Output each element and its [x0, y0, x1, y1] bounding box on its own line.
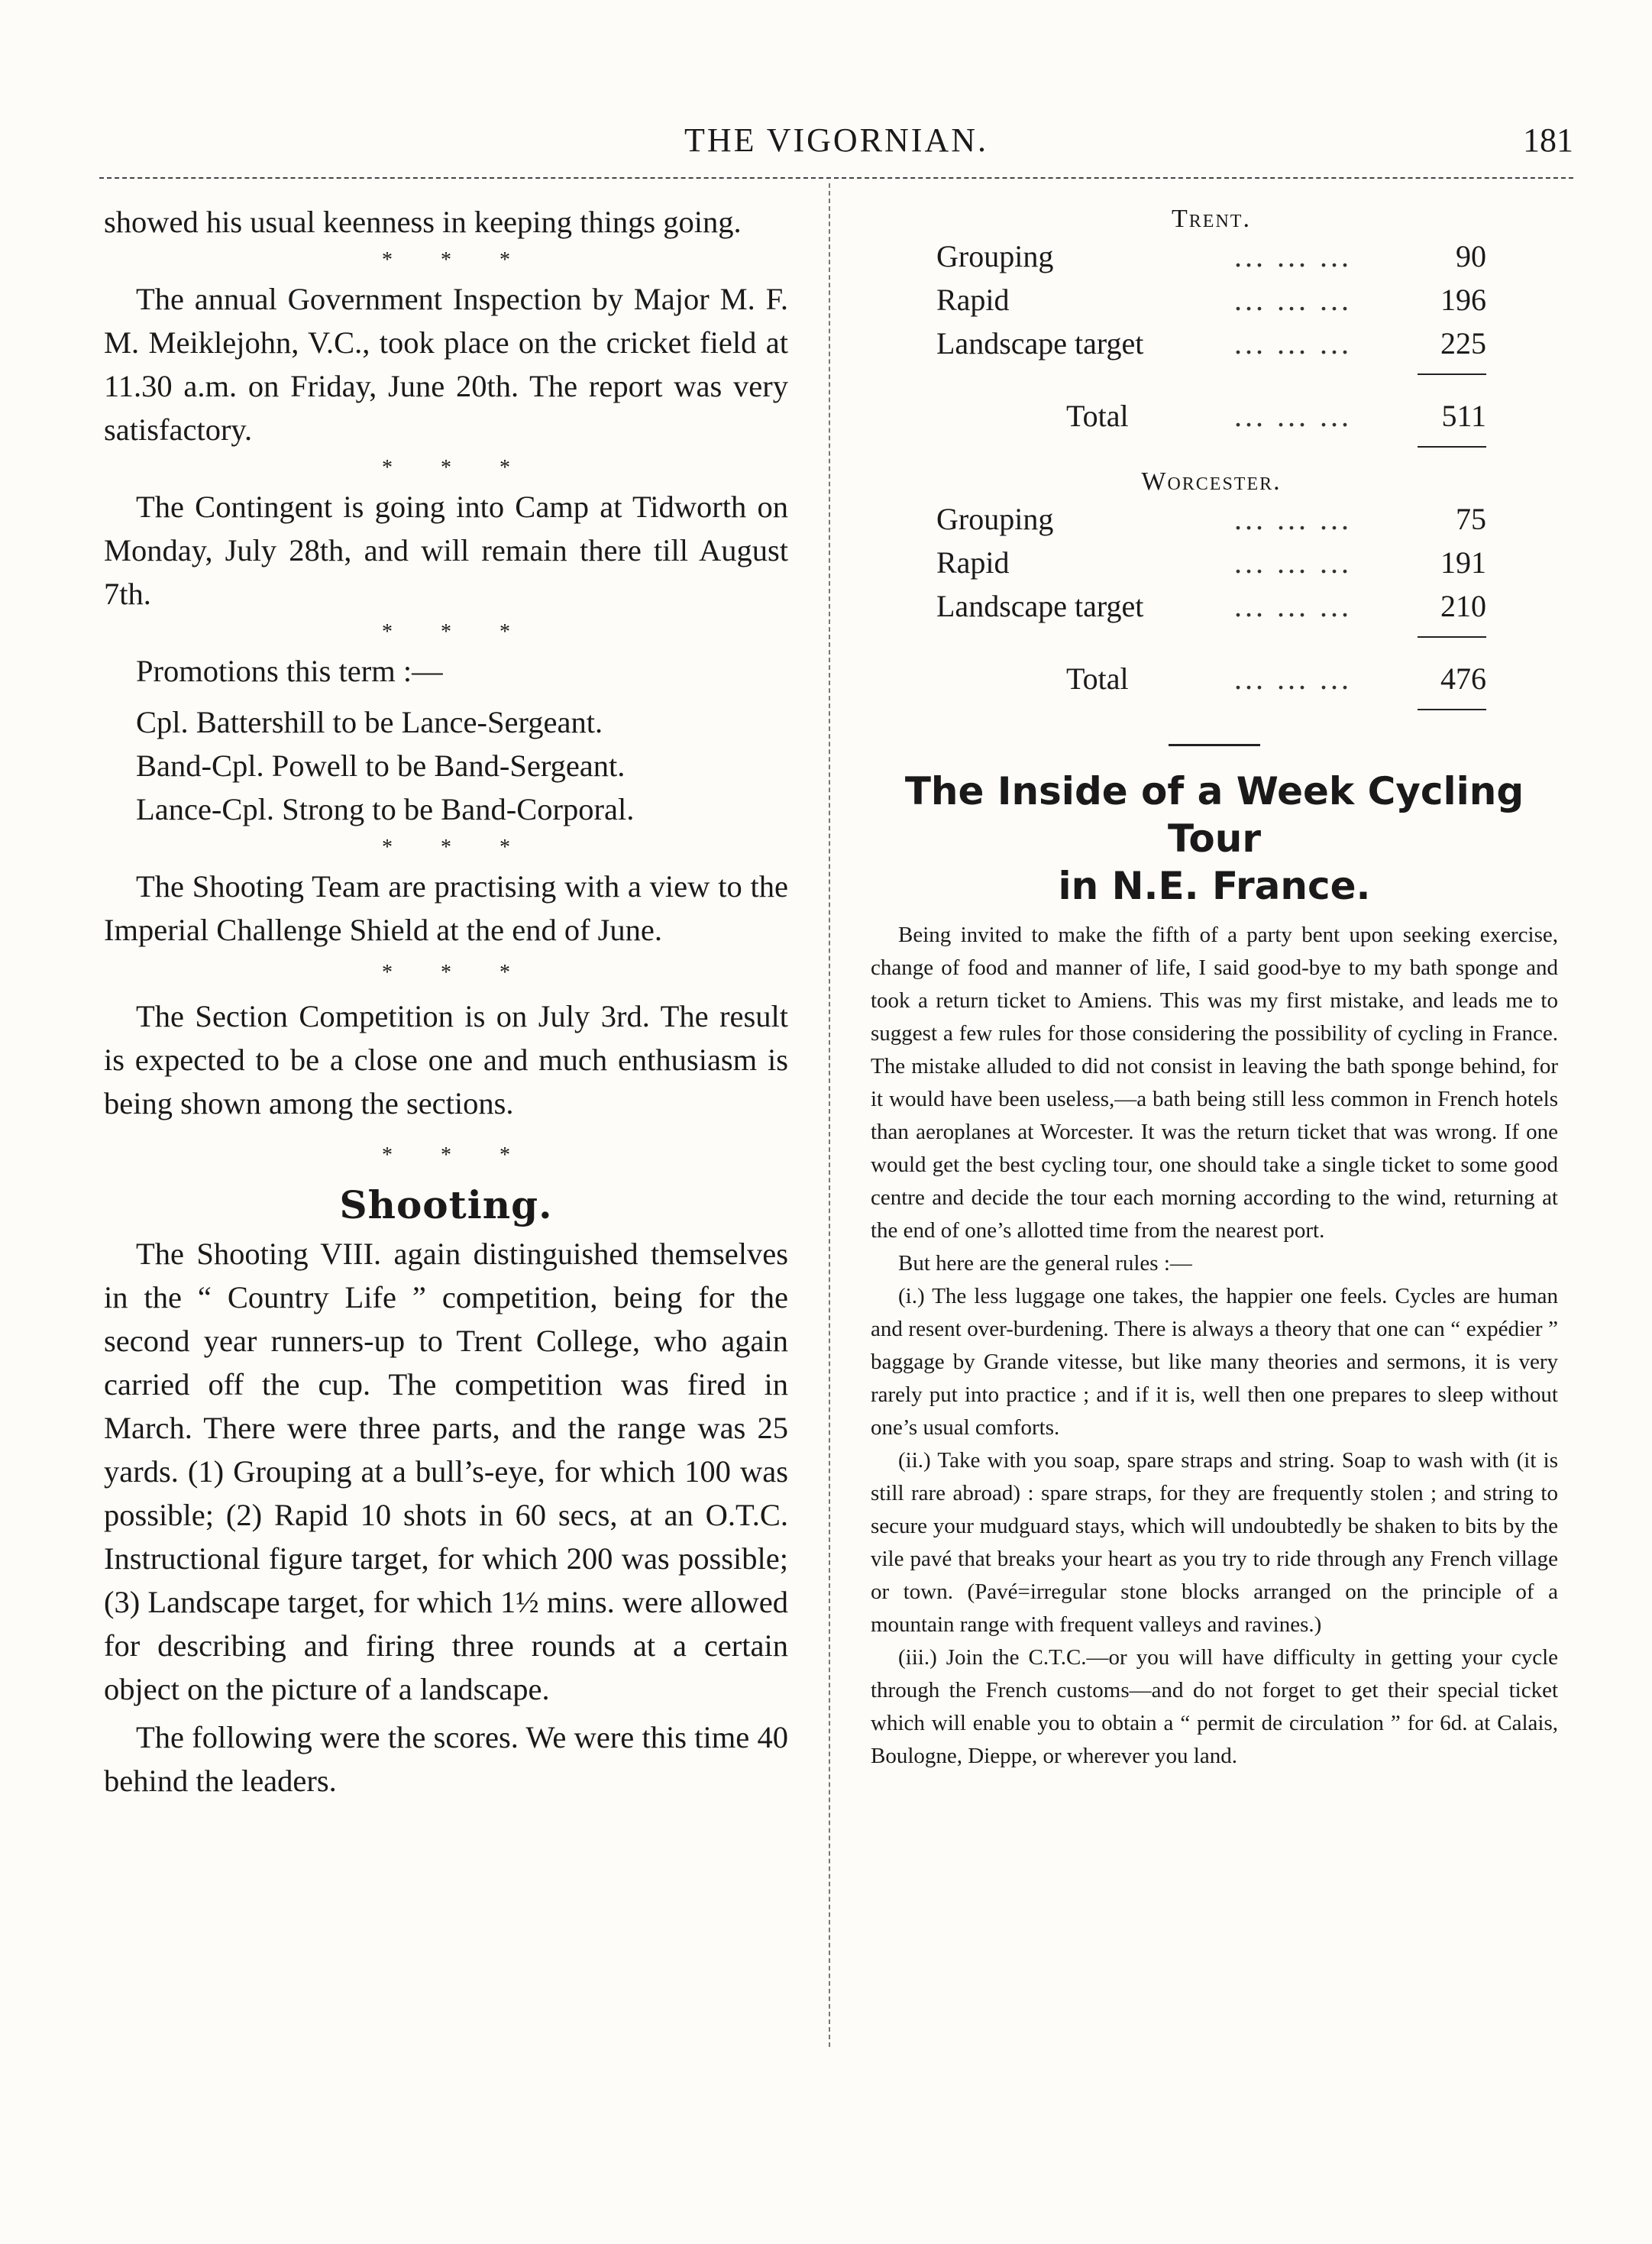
article-body: [871, 919, 1558, 1773]
article-separator: [1169, 744, 1260, 746]
team-name: Worcester.: [1141, 467, 1282, 496]
paragraph-inspection: The annual Government Inspection by Major M. F. M. Meiklejohn, V.C., took place on the cricket field at 11.30 a.m. on Friday, June 20th. The report was very satisfactory.: [104, 282, 788, 447]
score-value: 90: [1456, 239, 1486, 273]
leader-dots: ... ... ...: [1234, 239, 1352, 273]
score-value: 196: [1440, 283, 1486, 317]
journal-title: THE VIGORNIAN.: [684, 121, 989, 159]
page-header: [99, 121, 1573, 167]
article-title: [871, 768, 1558, 910]
score-row: [936, 238, 1486, 282]
column-divider: [829, 183, 830, 2047]
score-label: Rapid: [936, 545, 1010, 580]
total-row: [936, 398, 1486, 441]
right-column: [871, 200, 1558, 1773]
score-table-worcester: [936, 463, 1486, 718]
promotion-item: Band-Cpl. Powell to be Band-Sergeant.: [136, 749, 626, 783]
sum-rule: [1418, 636, 1486, 661]
paragraph-shooting: The Shooting VIII. again distinguished themselves in the “ Country Life ” competition, being for the second year runners-up to Trent College, who again carried off the cup. The competition was fired in March. There were three parts, and the range was 25 yards. (1) Grouping at a bull’s-eye, for which 100 was possible; (2) Rapid 10 shots in 60 secs, at an O.T.C. Instructional figure target, for which 200 was possible; (3) Landscape target, for which 1½ mins. were allowed for describing and firing three rounds at a certain object on the picture of a landscape.: [104, 1237, 788, 1706]
paragraph-section-competition: The Section Competition is on July 3rd. The result is expected to be a close one and much enthusiasm is being shown among the sections.: [104, 999, 788, 1120]
article-paragraph: But here are the general rules :—: [898, 1251, 1192, 1276]
left-column: [104, 200, 788, 1803]
paragraph-intro: showed his usual keenness in keeping things going.: [104, 205, 742, 239]
score-value: 210: [1440, 589, 1486, 623]
score-label: Landscape target: [936, 589, 1144, 623]
article-paragraph: (i.) The less luggage one takes, the happier one feels. Cycles are human and resent over-burdening. There is always a theory that one can “ expédier ” baggage by Grande vitesse, but like many theories and sermons, it is very rarely put into practice ; and if it is, well then one prepares to sleep without one’s usual comforts.: [871, 1284, 1558, 1440]
page-number: 181: [1523, 121, 1573, 159]
score-label: Rapid: [936, 283, 1010, 317]
sum-rule: [1418, 709, 1486, 718]
leader-dots: ... ... ...: [1234, 589, 1352, 623]
leader-dots: ... ... ...: [1234, 545, 1352, 580]
article-paragraph: Being invited to make the fifth of a party bent upon seeking exercise, change of food and manner of life, I said good-bye to my bath sponge and took a return ticket to Amiens. This was my first mistake, and leads me to suggest a few rules for those considering the possibility of cycling in France. The mistake alluded to did not consist in leaving the bath sponge behind, for it would have been useless,—a bath being still less common in French hotels than aeroplanes at Worcester. It was the return ticket that was wrong. If one would get the best cycling tour, one should take a single ticket to some good centre and decide the tour each morning according to the wind, returning at the end of one’s allotted time from the nearest port.: [871, 923, 1558, 1243]
section-break-stars: * * *: [382, 456, 532, 480]
score-row: [936, 588, 1486, 632]
sum-rule: [1418, 446, 1486, 463]
article-paragraph: (ii.) Take with you soap, spare straps and string. Soap to wash with (it is still rare abroad) : spare straps, for they are frequently stolen ; and string to secure your mudguard stays, which will undoubtedly be shaken to bits by the vile pavé that breaks your heart as you try to ride through any French village or town. (Pavé=irregular stone blocks arranged on the principle of a mountain range with frequent valleys and ravines.): [871, 1448, 1558, 1637]
total-row: [936, 661, 1486, 704]
promotions-heading: Promotions this term :—: [136, 654, 443, 688]
shooting-heading: Shooting.: [339, 1182, 553, 1227]
score-label: Grouping: [936, 502, 1054, 536]
leader-dots: ... ... ...: [1234, 661, 1352, 696]
section-break-stars: * * *: [382, 248, 532, 272]
score-row: [936, 325, 1486, 369]
header-rule: [99, 177, 1573, 179]
score-label: Grouping: [936, 239, 1054, 273]
paragraph-camp: The Contingent is going into Camp at Tidworth on Monday, July 28th, and will remain there till August 7th.: [104, 490, 788, 611]
score-row: [936, 282, 1486, 325]
article-title-line: in N.E. France.: [1058, 864, 1371, 908]
article-title-line: The Inside of a Week Cycling Tour: [904, 769, 1524, 861]
promotion-item: Cpl. Battershill to be Lance-Sergeant.: [136, 705, 603, 739]
paragraph-scores-intro: The following were the scores. We were this time 40 behind the leaders.: [104, 1720, 788, 1798]
leader-dots: ... ... ...: [1234, 502, 1352, 536]
section-break-stars: * * *: [382, 1143, 532, 1167]
total-value: 476: [1440, 661, 1486, 696]
total-label: Total: [1066, 661, 1129, 696]
section-break-stars: * * *: [382, 620, 532, 644]
score-value: 225: [1440, 326, 1486, 361]
score-label: Landscape target: [936, 326, 1144, 361]
score-row: [936, 501, 1486, 545]
leader-dots: ... ... ...: [1234, 399, 1352, 433]
score-table-trent: [936, 200, 1486, 463]
score-value: 191: [1440, 545, 1486, 580]
total-label: Total: [1066, 399, 1129, 433]
section-break-stars: * * *: [382, 961, 532, 985]
leader-dots: ... ... ...: [1234, 283, 1352, 317]
score-row: [936, 545, 1486, 588]
team-name: Trent.: [1172, 205, 1251, 233]
section-break-stars: * * *: [382, 836, 532, 859]
article-paragraph: (iii.) Join the C.T.C.—or you will have difficulty in getting your cycle through the French customs—and do not forget to get their special ticket which will enable you to obtain a “ permit de circulation ” for 6d. at Calais, Boulogne, Dieppe, or wherever you land.: [871, 1645, 1558, 1768]
score-value: 75: [1456, 502, 1486, 536]
sum-rule: [1418, 373, 1486, 398]
promotion-item: Lance-Cpl. Strong to be Band-Corporal.: [136, 792, 635, 826]
paragraph-shooting-team: The Shooting Team are practising with a view to the Imperial Challenge Shield at the end of June.: [104, 869, 788, 947]
total-value: 511: [1441, 399, 1486, 433]
promotions-list: [104, 700, 788, 831]
leader-dots: ... ... ...: [1234, 326, 1352, 361]
